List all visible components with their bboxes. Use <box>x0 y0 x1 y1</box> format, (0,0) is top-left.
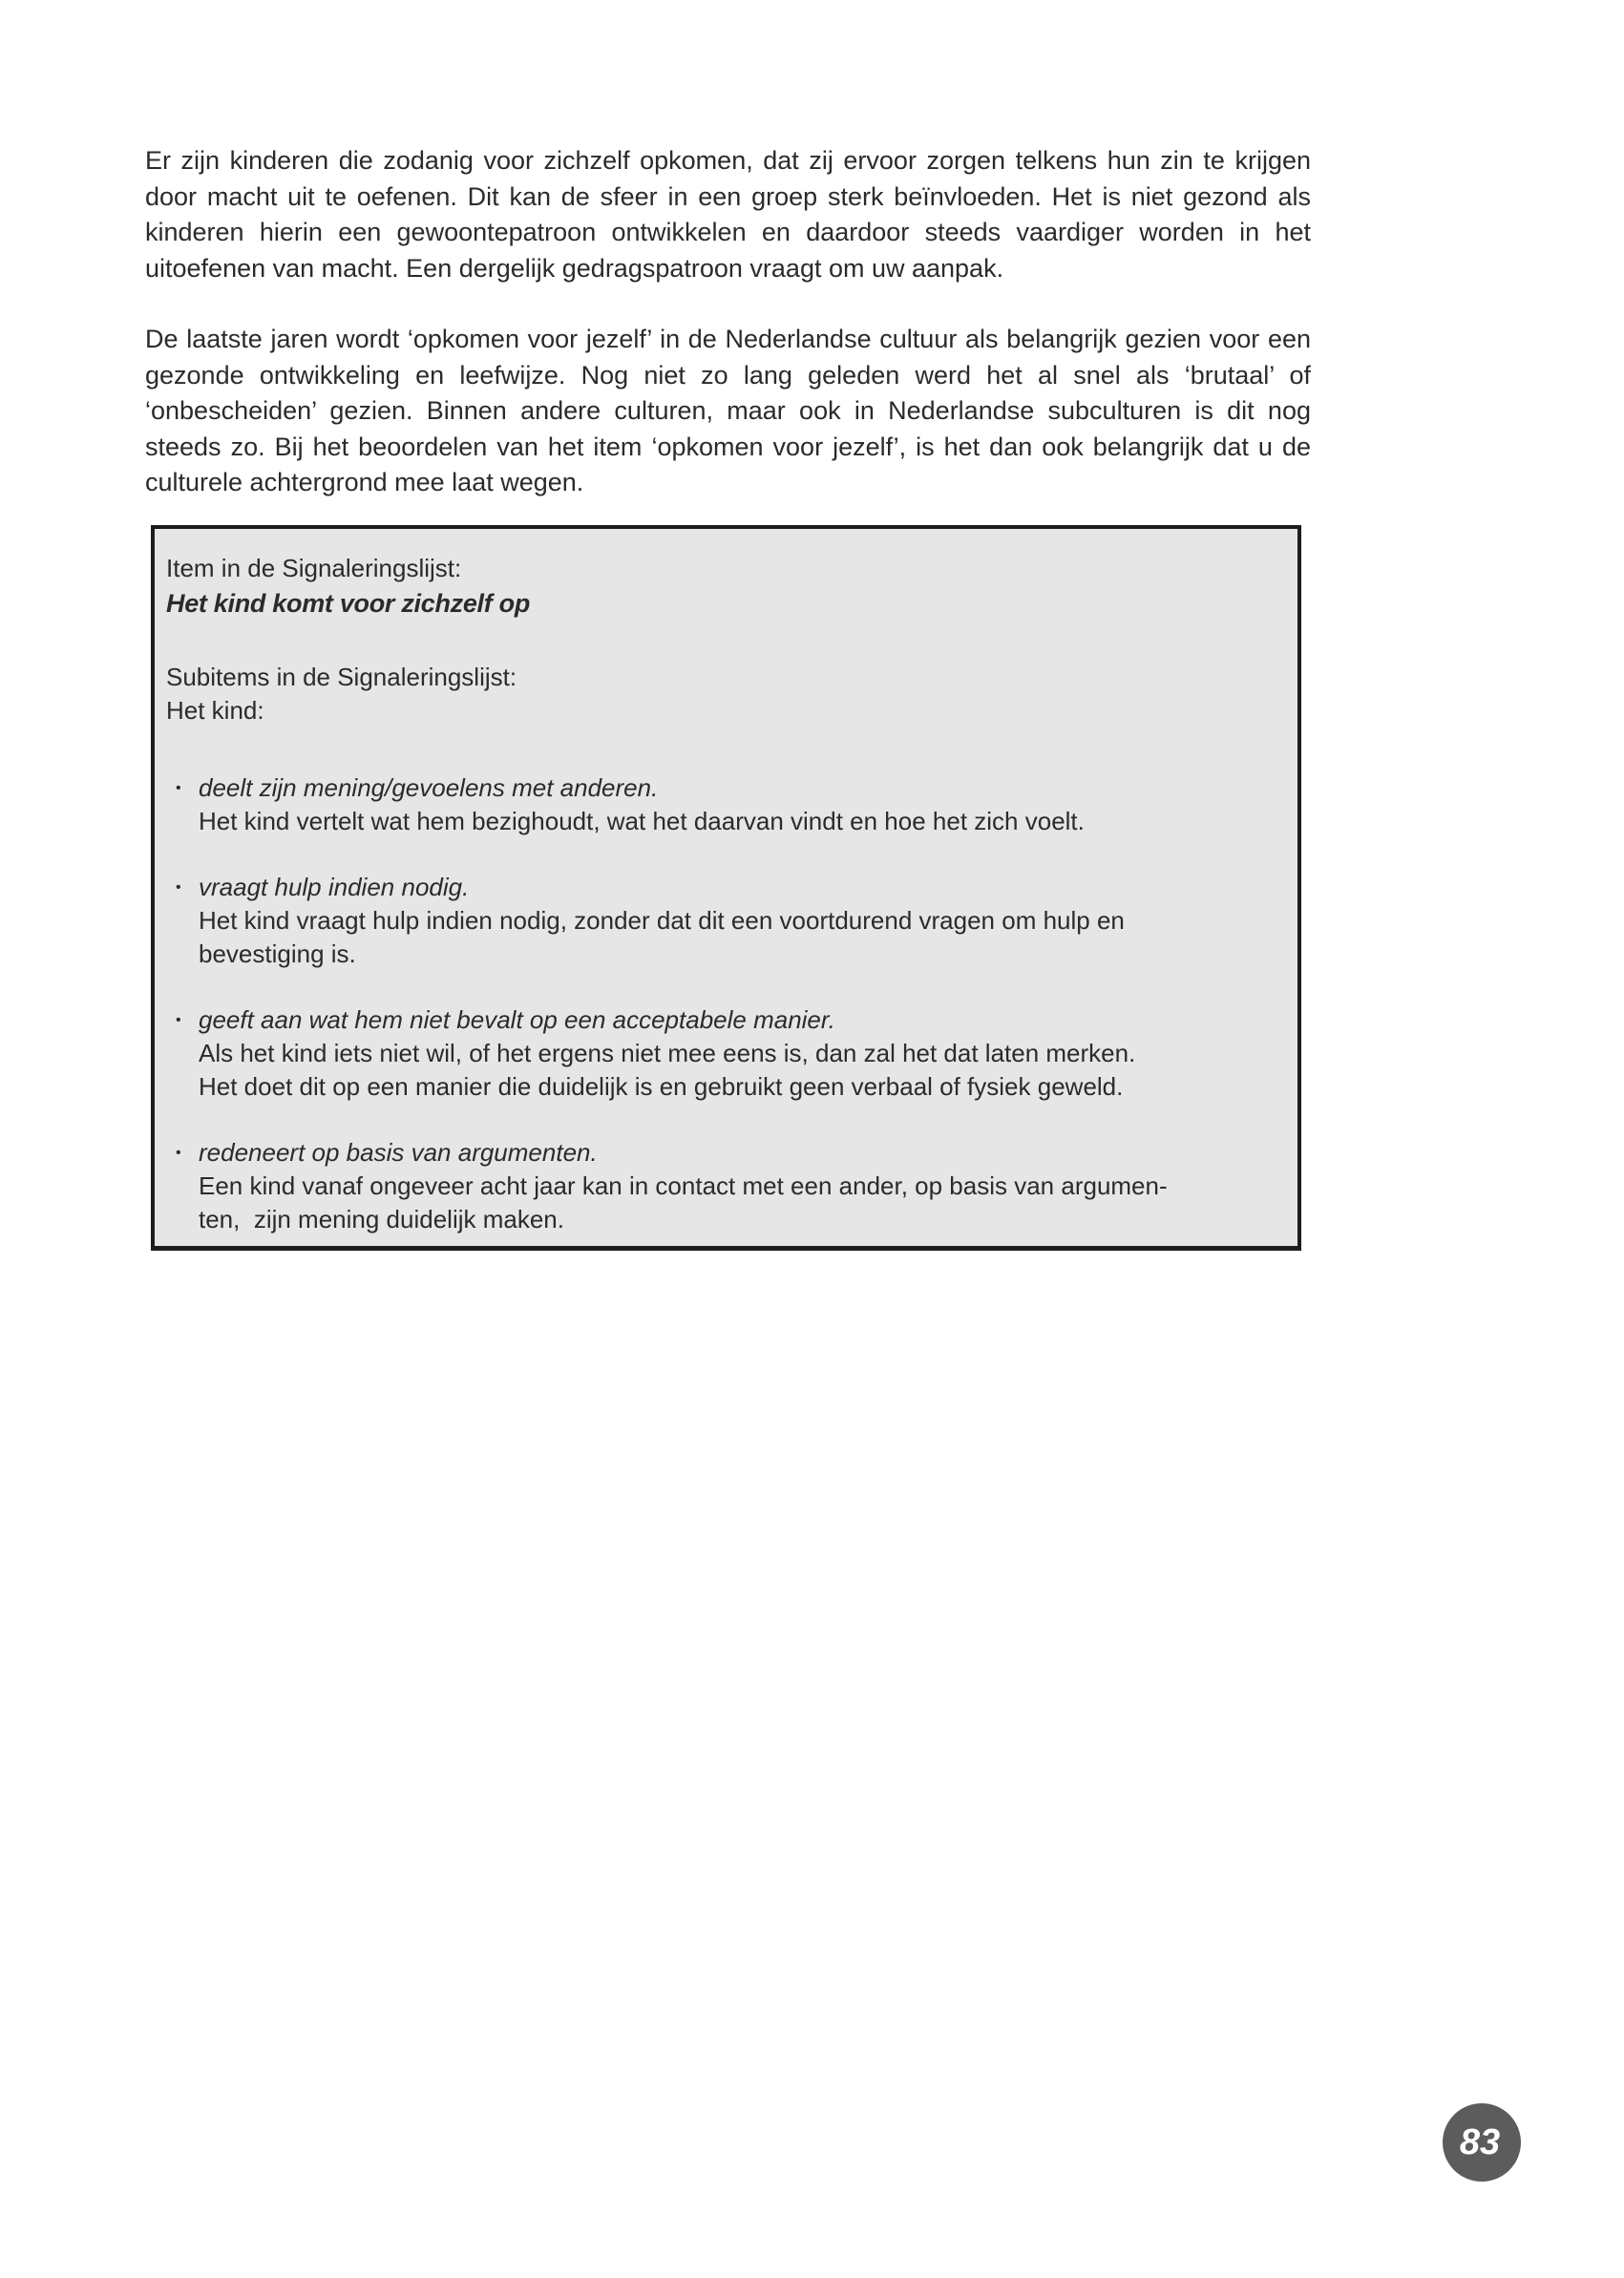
box-item-title: Het kind komt voor zichzelf op <box>166 588 531 618</box>
bullet-lead: geeft aan wat hem niet bevalt op een acceptabele manier. <box>199 1004 835 1034</box>
bullet-item-redeneert <box>166 1136 1286 1236</box>
text-column <box>145 143 1311 1251</box>
bullet-item-geeft-aan <box>166 1003 1286 1104</box>
bullet-icon: • <box>176 1011 181 1028</box>
bullet-icon: • <box>176 878 181 896</box>
bullet-icon: • <box>176 1144 181 1161</box>
bullet-desc-line: Het doet dit op een manier die duidelijk is en gebruikt geen verbaal of fysiek geweld. <box>199 1071 1124 1101</box>
bullet-body <box>199 1136 1286 1236</box>
bullet-lead: deelt zijn mening/gevoelens met anderen. <box>199 772 659 802</box>
bullet-body <box>199 871 1286 971</box>
box-item-label: Item in de Signaleringslijst: <box>166 553 462 582</box>
bullet-desc-line: Het kind vertelt wat hem bezighoudt, wat het daarvan vindt en hoe het zich voelt. <box>199 806 1085 835</box>
box-subitems-label: Subitems in de Signaleringslijst: <box>166 662 517 691</box>
bullet-desc-line: bevestiging is. <box>199 939 356 968</box>
page-number-badge: 83 <box>1443 2103 1521 2182</box>
paragraph-power-behaviour: Er zijn kinderen die zodanig voor zichzelf opkomen, dat zij ervoor zorgen telkens hun zin te krijgen door macht uit te oefenen. Dit kan de sfeer in een groep sterk beïnvloeden. Het is niet gezond als kinderen hierin een gewoontepatroon ontwikkelen en daardoor steeds vaardiger worden in het uitoefenen van macht. Een dergelijk gedragspatroon vraagt om uw aanpak. <box>145 146 1311 283</box>
bullet-item-deelt-mening <box>166 771 1286 838</box>
box-subitems-subject: Het kind: <box>166 695 264 725</box>
bullet-item-vraagt-hulp <box>166 871 1286 971</box>
signaleringslijst-box <box>151 525 1301 1251</box>
bullet-icon: • <box>176 779 181 796</box>
bullet-lead: redeneert op basis van argumenten. <box>199 1137 598 1167</box>
bullet-desc-line: Een kind vanaf ongeveer acht jaar kan in contact met een ander, op basis van argumen- <box>199 1171 1168 1200</box>
bullet-desc-line: ten, zijn mening duidelijk maken. <box>199 1204 564 1234</box>
bullet-desc-line: Als het kind iets niet wil, of het ergens niet mee eens is, dan zal het dat laten merken. <box>199 1038 1136 1067</box>
paragraph-cultural-context: De laatste jaren wordt ‘opkomen voor jezelf’ in de Nederlandse cultuur als belangrijk gezien voor een gezonde ontwikkeling en leefwijze. Nog niet zo lang geleden werd het al snel als ‘brutaal’ of ‘onbescheiden’ gezien. Binnen andere culturen, maar ook in Nederlandse subculturen is dit nog steeds zo. Bij het beoordelen van het item ‘opkomen voor jezelf’, is het dan ook belangrijk dat u de culturele achtergrond mee laat wegen. <box>145 325 1311 496</box>
bullet-lead: vraagt hulp indien nodig. <box>199 872 470 901</box>
bullet-body <box>199 771 1286 838</box>
bullet-desc-line: Het kind vraagt hulp indien nodig, zonder dat dit een voortdurend vragen om hulp en <box>199 905 1125 935</box>
bullet-body <box>199 1003 1286 1104</box>
